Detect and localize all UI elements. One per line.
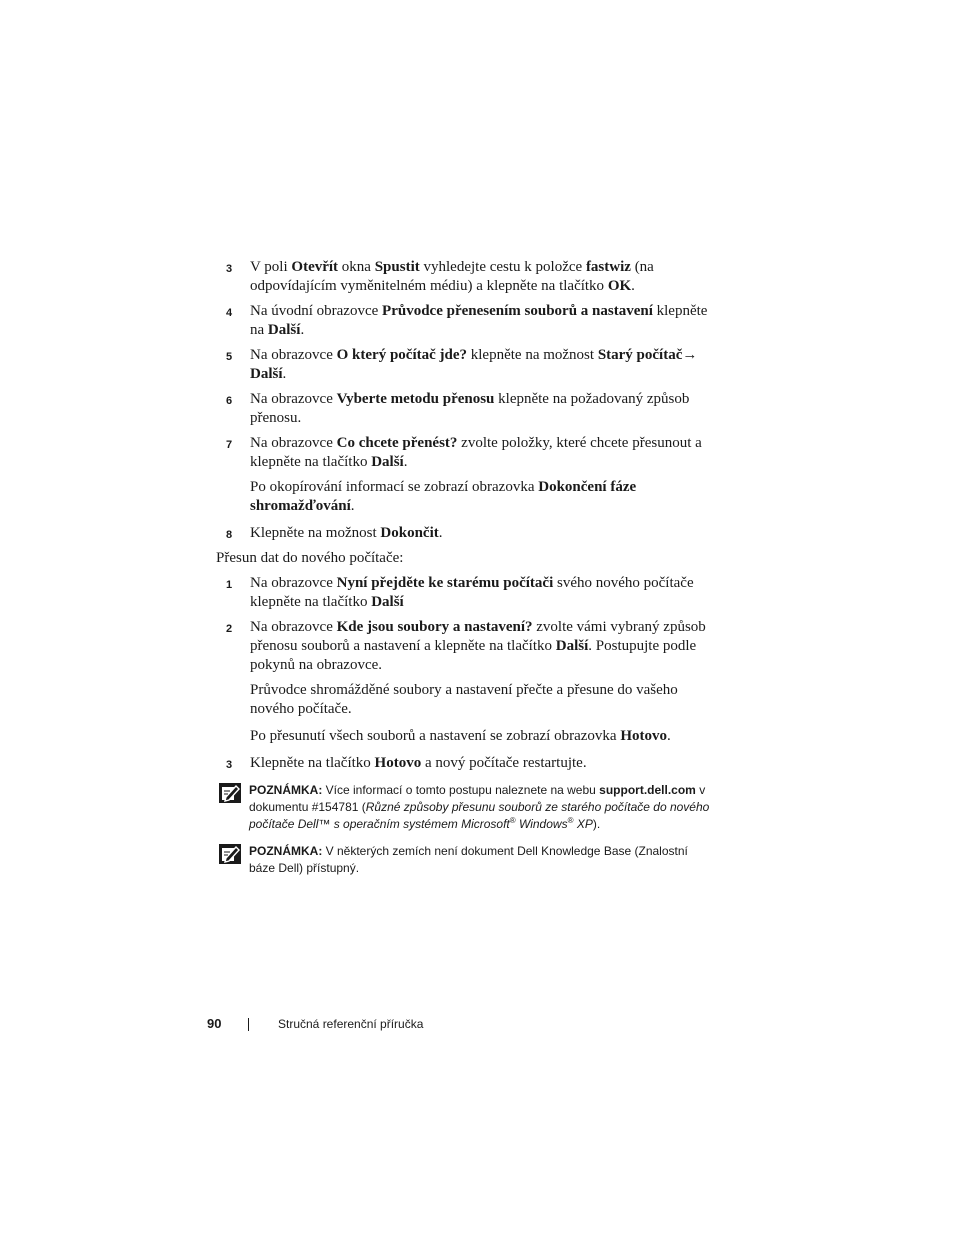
note-pencil-icon (219, 844, 241, 864)
step-7-followup: Po okopírování informací se zobrazí obrazovka Dokončení fáze shromažďování. (250, 479, 637, 514)
support-link[interactable]: support.dell.com (599, 783, 696, 797)
note-1: POZNÁMKA: Více informací o tomto postupu naleznete na webu support.dell.com v dokumentu #154781 (Různé způsoby přesunu souborů ze starého počítače do nového počítače Dell™ s operačním systémem Microsoft® Windows® XP). (216, 782, 716, 833)
page-number: 90 (207, 1016, 222, 1031)
step-number: 2 (226, 623, 233, 635)
step-number: 8 (226, 529, 233, 541)
step-b-1: 1 Na obrazovce Nyní přejděte ke starému počítači svého nového počítače klepněte na tlačítko Další (226, 575, 694, 610)
step-number: 7 (226, 439, 233, 451)
footer-separator (248, 1018, 249, 1031)
step-7: 7 Na obrazovce Co chcete přenést? zvolte položky, které chcete přesunout a klepněte na tlačítko Další. (226, 435, 702, 470)
step-6: 6 Na obrazovce Vyberte metodu přenosu klepněte na požadovaný způsob přenosu. (226, 391, 690, 426)
step-number: 5 (226, 351, 233, 363)
step-number: 3 (226, 759, 233, 771)
page-footer (207, 1014, 607, 1034)
note-pencil-icon (219, 783, 241, 803)
step-b-2-followup-2: Po přesunutí všech souborů a nastavení se zobrazí obrazovka Hotovo. (250, 728, 671, 744)
main-content (216, 258, 716, 779)
notes (216, 782, 716, 887)
step-number: 4 (226, 307, 233, 319)
step-5: 5 Na obrazovce O který počítač jde? klepněte na možnost Starý počítač→ Další. (226, 347, 698, 382)
step-8: 8 Klepněte na možnost Dokončit. (216, 524, 716, 543)
step-4: 4 Na úvodní obrazovce Průvodce přenesením souborů a nastavení klepněte na Další. (226, 303, 708, 338)
step-b-2-followup-1: Průvodce shromážděné soubory a nastavení přečte a přesune do vašeho nového počítače. (250, 682, 678, 717)
note-2: POZNÁMKA: V některých zemích není dokument Dell Knowledge Base (Znalostní báze Dell) přístupný. (216, 843, 716, 877)
step-number: 6 (226, 395, 233, 407)
note-label: POZNÁMKA: (249, 844, 323, 858)
step-3: 3 V poli Otevřít okna Spustit vyhledejte cestu k položce fastwiz (na odpovídajícím vyměnitelném médiu) a klepněte na tlačítko OK. (226, 259, 654, 294)
step-b-3: 3 Klepněte na tlačítko Hotovo a nový počítače restartujte. (216, 754, 716, 773)
step-number: 1 (226, 579, 233, 591)
note-label: POZNÁMKA: (249, 783, 323, 797)
section-lead: Přesun dat do nového počítače: (216, 550, 404, 566)
step-b-2: 2 Na obrazovce Kde jsou soubory a nastavení? zvolte vámi vybraný způsob přenosu souborů a nastavení a klepněte na tlačítko Další. Postupujte podle pokynů na obrazovce. (226, 619, 706, 673)
footer-title: Stručná referenční příručka (278, 1017, 424, 1031)
step-number: 3 (226, 263, 233, 275)
